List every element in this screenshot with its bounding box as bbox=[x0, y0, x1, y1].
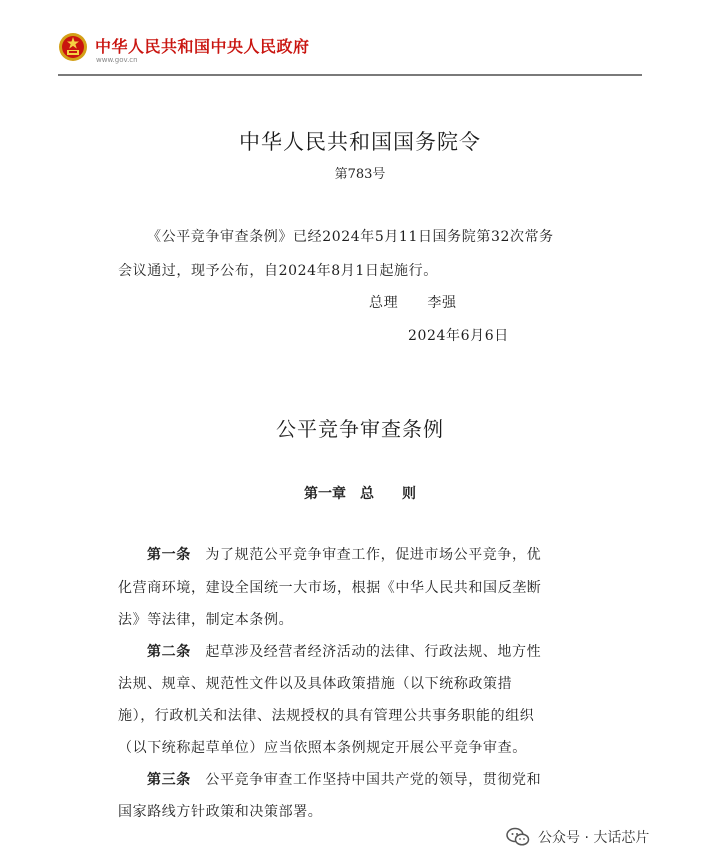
order-body-line: 会议通过，现予公布，自2024年8月1日起施行。 bbox=[118, 263, 438, 279]
article-3-label: 第三条 bbox=[147, 772, 191, 788]
watermark-text: 公众号 · 大话芯片 bbox=[538, 830, 650, 846]
order-number: 第783号 bbox=[334, 167, 386, 182]
article-1-label: 第一条 bbox=[147, 547, 191, 563]
article-text: 为了规范公平竞争审查工作，促进市场公平竞争，优 bbox=[190, 547, 542, 563]
article-text: 起草涉及经营者经济活动的法律、行政法规、地方性 bbox=[190, 644, 542, 660]
wechat-watermark bbox=[506, 826, 649, 848]
article-3-line: 国家路线方针政策和决策部署。 bbox=[118, 804, 323, 820]
site-url[interactable]: www.gov.cn bbox=[96, 56, 138, 64]
article-2-line bbox=[147, 641, 541, 661]
national-emblem-icon bbox=[58, 32, 88, 62]
order-body-line: 《公平竞争审查条例》已经2024年5月11日国务院第32次常务 bbox=[147, 229, 554, 245]
order-signatory: 总理 李强 bbox=[369, 295, 457, 311]
article-text: 公平竞争审查工作坚持中国共产党的领导，贯彻党和 bbox=[190, 772, 542, 788]
order-date: 2024年6月6日 bbox=[408, 328, 509, 344]
site-title[interactable]: 中华人民共和国中央人民政府 bbox=[95, 37, 310, 56]
article-1-line: 化营商环境，建设全国统一大市场，根据《中华人民共和国反垄断 bbox=[118, 580, 542, 596]
site-header bbox=[58, 32, 642, 76]
article-2-line: 施），行政机关和法律、法规授权的具有管理公共事务职能的组织 bbox=[118, 708, 535, 724]
wechat-icon bbox=[506, 827, 530, 847]
article-1-line: 法》等法律，制定本条例。 bbox=[118, 612, 294, 628]
article-3-line bbox=[147, 769, 541, 789]
chapter-title: 第一章 总 则 bbox=[304, 486, 416, 502]
regulation-title: 公平竞争审查条例 bbox=[276, 417, 444, 441]
article-2-label: 第二条 bbox=[147, 644, 191, 660]
order-title: 中华人民共和国国务院令 bbox=[239, 130, 481, 154]
article-2-line: 法规、规章、规范性文件以及具体政策措施（以下统称政策措 bbox=[118, 676, 513, 692]
article-1-line bbox=[147, 544, 541, 564]
article-2-line: （以下统称起草单位）应当依照本条例规定开展公平竞争审查。 bbox=[118, 740, 527, 756]
